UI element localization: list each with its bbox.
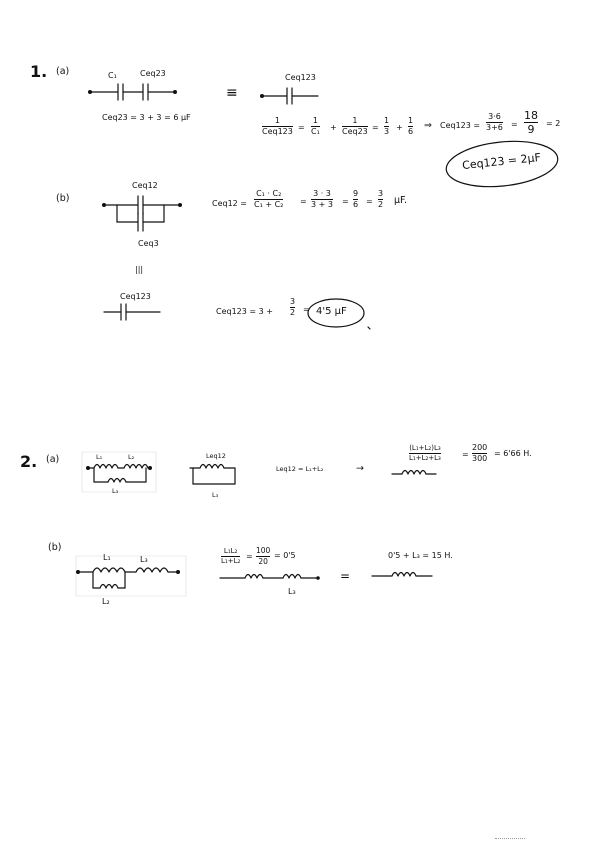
frac-1-over-6: 1 6 (408, 116, 414, 136)
plus-sign: + (330, 123, 337, 132)
implies-arrow: ⇒ (424, 120, 432, 131)
frac-3-over-2: 3 2 (378, 189, 384, 209)
frac-l-parallel: (L₁+L₂)L₃ L₁+L₂+L₃ (409, 444, 441, 462)
label-leq12: Leq12 (206, 452, 226, 460)
circuit-1a-series (88, 84, 177, 100)
frac-1-over-ceq23: 1 Ceq23 (342, 116, 368, 136)
frac-3-over-2-b: 3 2 (290, 297, 296, 317)
plus-sign: + (396, 123, 403, 132)
frac-200-over-300: 200 300 (472, 443, 488, 463)
eq-sign: = (366, 197, 373, 206)
label-ceq23: Ceq23 (140, 69, 166, 78)
frac-l1l2: L₁L₂ L₁+L₂ (221, 547, 241, 565)
label-l3-b: L₃ (140, 555, 148, 564)
circuit-2a-network (82, 452, 156, 492)
eq-sign: = (342, 197, 349, 206)
frac-c1c2: C₁ · C₂ C₁ + C₂ (254, 189, 284, 209)
frac-1-over-ceq123: 1 Ceq123 (262, 116, 293, 136)
formula-leq12: Leq12 = L₁+L₂ (276, 465, 324, 473)
circuit-2a-intermediate (190, 465, 235, 485)
circuit-2b-result (372, 573, 432, 577)
label-l3-c: L₃ (288, 587, 296, 596)
frac-1-over-3: 1 3 (384, 116, 390, 136)
label-l2-b: L₂ (102, 597, 110, 606)
frac-100-over-20: 100 20 (256, 546, 271, 566)
circuit-1a-equivalent (260, 88, 318, 104)
problem-2-number: 2. (20, 452, 38, 471)
boxed-answer-1a: Ceq123 = 2μF (461, 150, 542, 173)
label-l3b: L₃ (212, 491, 219, 499)
label-l1: L₁ (96, 453, 103, 461)
ceq123-lhs-b: Ceq123 = 3 + (216, 307, 273, 316)
frac-3x3: 3 · 3 3 + 3 (311, 189, 333, 209)
expr-ceq23: Ceq23 = 3 + 3 = 6 μF (102, 113, 191, 122)
label-ceq123-b: Ceq123 (120, 292, 151, 301)
eq-sign: = (246, 552, 253, 561)
label-l2: L₂ (128, 453, 135, 461)
label-ceq3: Ceq3 (138, 239, 159, 248)
circuit-1b-equivalent (104, 304, 160, 320)
circuit-1b-parallel (102, 196, 182, 231)
circuit-2b-network (76, 553, 186, 596)
label-c1: C₁ (108, 71, 117, 80)
value-0-5: = 0'5 (274, 551, 296, 560)
result-tail: = 2 (546, 119, 561, 128)
part-1a-label: (a) (56, 66, 70, 77)
ceq12-lhs: Ceq12 = (212, 199, 248, 208)
equivalence-vertical: ||| (135, 265, 144, 274)
arrow-right: → (356, 463, 364, 474)
frac-3x6-over-3plus6: 3·6 3+6 (486, 112, 503, 132)
circuit-2a-result (392, 471, 436, 475)
eq-sign: = (300, 197, 307, 206)
result-2a: = 6'66 H. (494, 449, 532, 458)
ceq123-lhs: Ceq123 = (440, 121, 481, 130)
label-l1-b: L₁ (103, 553, 111, 562)
part-2a-label: (a) (46, 454, 60, 465)
eq-sign: = (462, 450, 469, 459)
frac-18-over-9: 18 9 (524, 109, 538, 136)
result-2b: 0'5 + L₃ = 15 H. (388, 551, 453, 560)
eq-sign: = (303, 305, 310, 314)
problem-1-number: 1. (30, 62, 48, 81)
boxed-answer-1b: 4'5 μF (316, 306, 347, 317)
label-l3: L₃ (112, 487, 119, 495)
unit-uf: μF. (394, 195, 408, 206)
circuit-2b-intermediate (220, 575, 320, 580)
part-1b-label: (b) (56, 193, 70, 204)
frac-1-over-c1: 1 C₁ (311, 116, 320, 136)
part-2b-label: (b) (48, 542, 62, 553)
eq-sign: = (298, 123, 305, 132)
eq-sign: = (372, 123, 379, 132)
label-ceq12: Ceq12 (132, 181, 158, 190)
frac-9-over-6: 9 6 (353, 189, 359, 209)
equivalence-sign-1a: ≡ (226, 85, 238, 101)
label-ceq123-top: Ceq123 (285, 73, 316, 82)
equals-sign-2b: = (340, 569, 351, 583)
eq-sign: = (511, 120, 518, 129)
page-footer-mark (495, 838, 525, 842)
